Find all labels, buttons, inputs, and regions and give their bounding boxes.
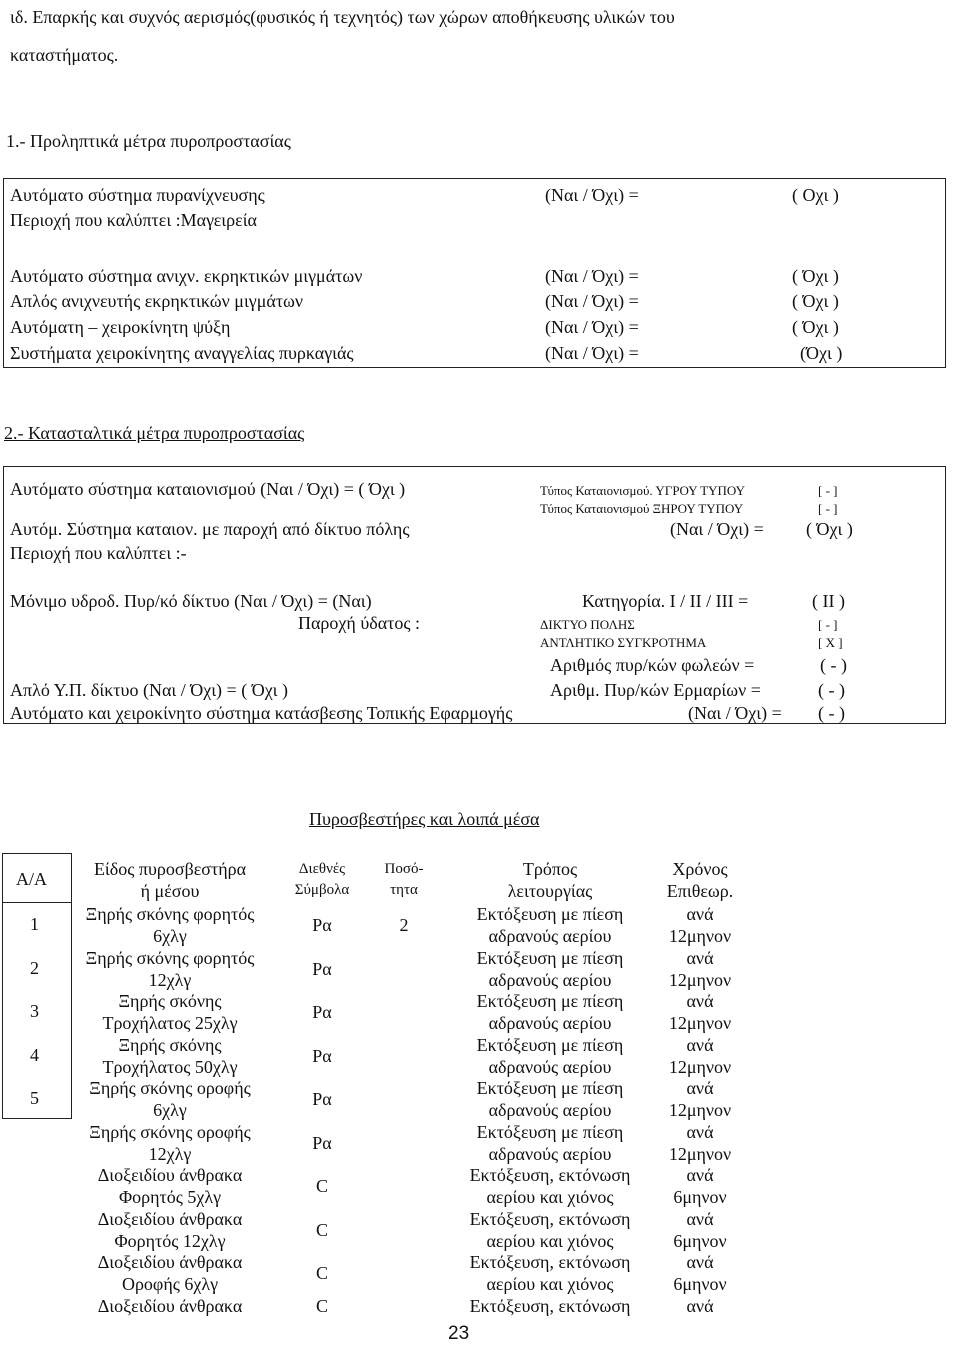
header-operation-1: Τρόπος xyxy=(522,859,578,879)
cell-operation-2: αδρανούς αερίου xyxy=(488,1144,612,1164)
local-question: (Ναι / Όχι) = xyxy=(688,703,782,723)
cell-operation-2: αδρανούς αερίου xyxy=(488,1013,612,1033)
cell-symbol: Ρα xyxy=(312,1002,332,1022)
section1-title: 1.- Προληπτικά μέτρα πυροπροστασίας xyxy=(6,131,291,151)
cell-symbol: Ρα xyxy=(312,915,332,935)
cell-symbol: C xyxy=(315,1176,328,1196)
category-label: Κατηγορία. Ι / ΙΙ / ΙΙΙ = xyxy=(582,591,749,611)
pump-group: ΑΝΤΛΗΤΙΚΟ ΣΥΓΚΡΟΤΗΜΑ xyxy=(540,635,707,650)
cell-type-2: 6χλγ xyxy=(153,926,187,946)
cell-symbol: Ρα xyxy=(312,1046,332,1066)
row-number: 4 xyxy=(30,1045,39,1065)
s1-answer-0: ( Οχι ) xyxy=(792,185,839,205)
local-answer: ( - ) xyxy=(818,703,845,723)
cell-operation-1: Εκτόξευση με πίεση xyxy=(476,991,624,1011)
cell-type-1: Ξηρής σκόνης xyxy=(118,991,222,1011)
header-qty-2: τητα xyxy=(390,882,418,898)
cell-inspection-2: 12μηνον xyxy=(668,1100,732,1120)
cell-type-2: Φορητός 5χλγ xyxy=(118,1187,222,1207)
cell-inspection-2: 6μηνον xyxy=(673,1187,727,1207)
s1-question-5: (Ναι / Όχι) = xyxy=(545,343,639,363)
cell-operation-1: Εκτόξευση, εκτόνωση xyxy=(469,1165,631,1185)
city-supply: Αυτόμ. Σύστημα καταιον. με παροχή από δίκτυο πόλης xyxy=(10,519,410,539)
cell-symbol: Ρα xyxy=(312,1089,332,1109)
section2-title: 2.- Κατασταλτικά μέτρα πυροπροστασίας xyxy=(4,423,305,443)
cell-qty: 2 xyxy=(399,915,409,935)
cell-symbol: Ρα xyxy=(312,959,332,979)
cell-symbol: C xyxy=(315,1263,328,1283)
s1-label-4: Αυτόματη – χειροκίνητη ψύξη xyxy=(10,317,231,337)
cell-inspection-1: ανά xyxy=(686,1035,714,1055)
cell-inspection-2: 12μηνον xyxy=(668,1144,732,1164)
cell-operation-2: αερίου και χιόνος xyxy=(486,1274,614,1294)
cabinets-label: Αριθμ. Πυρ/κών Ερμαρίων = xyxy=(550,680,761,700)
row-number: 1 xyxy=(30,914,39,934)
coverage: Περιοχή που καλύπτει :- xyxy=(10,543,187,563)
header-type-1: Είδος πυροσβεστήρα xyxy=(93,859,247,879)
cell-type-1: Διοξειδίου άνθρακα xyxy=(97,1296,243,1316)
cell-inspection-1: ανά xyxy=(686,1165,714,1185)
pump-group-value: [ X ] xyxy=(818,635,843,650)
water-supply-label: Παροχή ύδατος : xyxy=(298,613,421,633)
simple-network: Απλό Υ.Π. δίκτυο (Ναι / Όχι) = ( Όχι ) xyxy=(10,680,289,700)
cell-operation-1: Εκτόξευση με πίεση xyxy=(476,1035,624,1055)
cell-inspection-1: ανά xyxy=(686,1209,714,1229)
cell-inspection-1: ανά xyxy=(686,991,714,1011)
s1-question-3: (Ναι / Όχι) = xyxy=(545,291,639,311)
cell-operation-2: αερίου και χιόνος xyxy=(486,1187,614,1207)
row-number: 3 xyxy=(30,1001,39,1021)
hydrant: Μόνιμο υδροδ. Πυρ/κό δίκτυο (Ναι / Όχι) = (Ναι) xyxy=(10,591,372,611)
header-inspection-1: Χρόνος xyxy=(672,859,728,879)
cell-inspection-2: 6μηνον xyxy=(673,1231,727,1251)
cell-type-2: 12χλγ xyxy=(148,1144,192,1164)
cell-operation-1: Εκτόξευση με πίεση xyxy=(476,1078,624,1098)
cell-type-1: Ξηρής σκόνης xyxy=(118,1035,222,1055)
page-number: 23 xyxy=(448,1323,470,1344)
s1-answer-5: (Όχι ) xyxy=(800,343,843,363)
cell-type-1: Διοξειδίου άνθρακα xyxy=(97,1209,243,1229)
cell-type-2: 6χλγ xyxy=(153,1100,187,1120)
s1-label-1: Περιοχή που καλύπτει :Μαγειρεία xyxy=(10,210,257,230)
dry-type: Τύπος Καταιονισμού ΞΗΡΟΥ ΤΥΠΟΥ xyxy=(540,501,744,516)
cell-inspection-2: 12μηνον xyxy=(668,926,732,946)
cell-type-2: Οροφής 6χλγ xyxy=(121,1274,219,1294)
header-inspection-2: Επιθεωρ. xyxy=(666,881,734,901)
row-number: 2 xyxy=(30,958,39,978)
hose-reels-value: ( - ) xyxy=(820,655,847,675)
cell-inspection-2: 12μηνον xyxy=(668,1057,732,1077)
cell-operation-1: Εκτόξευση, εκτόνωση xyxy=(469,1252,631,1272)
header-qty-1: Ποσό- xyxy=(384,861,424,877)
s1-label-2: Αυτόματο σύστημα ανιχν. εκρηκτικών μιγμάτων xyxy=(10,266,363,286)
cell-inspection-2: 6μηνον xyxy=(673,1274,727,1294)
row-number: 5 xyxy=(30,1088,39,1108)
cell-inspection-1: ανά xyxy=(686,1296,714,1316)
header-no: Α/Α xyxy=(16,869,47,889)
cell-operation-1: Εκτόξευση με πίεση xyxy=(476,904,624,924)
cell-inspection-1: ανά xyxy=(686,1252,714,1272)
header-symbols-1: Διεθνές xyxy=(298,861,346,877)
cell-type-1: Διοξειδίου άνθρακα xyxy=(97,1165,243,1185)
cell-operation-1: Εκτόξευση, εκτόνωση xyxy=(469,1209,631,1229)
cell-inspection-1: ανά xyxy=(686,948,714,968)
cell-inspection-1: ανά xyxy=(686,1078,714,1098)
wet-type: Τύπος Καταιονισμού. ΥΓΡΟΥ ΤΥΠΟΥ xyxy=(540,483,746,498)
city-answer: ( Όχι ) xyxy=(806,519,853,539)
cabinets-value: ( - ) xyxy=(818,680,845,700)
wet-value: [ - ] xyxy=(818,483,838,498)
cell-inspection-1: ανά xyxy=(686,1122,714,1142)
s1-answer-2: ( Όχι ) xyxy=(792,266,839,286)
cell-type-2: Τροχήλατος 50χλγ xyxy=(102,1057,238,1077)
cell-type-1: Ξηρής σκόνης φορητός xyxy=(85,904,255,924)
cell-operation-2: αδρανούς αερίου xyxy=(488,926,612,946)
city-network-value: [ - ] xyxy=(818,617,838,632)
cell-operation-1: Εκτόξευση με πίεση xyxy=(476,1122,624,1142)
dry-value: [ - ] xyxy=(818,501,838,516)
cell-type-2: 12χλγ xyxy=(148,970,192,990)
city-question: (Ναι / Όχι) = xyxy=(670,519,764,539)
cell-type-1: Ξηρής σκόνης οροφής xyxy=(89,1078,251,1098)
cell-operation-1: Εκτόξευση με πίεση xyxy=(476,948,624,968)
hose-reels-label: Αριθμός πυρ/κών φωλεών = xyxy=(550,655,755,675)
header-type-2: ή μέσου xyxy=(140,881,200,901)
cell-operation-2: αδρανούς αερίου xyxy=(488,1057,612,1077)
cell-inspection-2: 12μηνον xyxy=(668,1013,732,1033)
cell-type-1: Διοξειδίου άνθρακα xyxy=(97,1252,243,1272)
cell-operation-2: αερίου και χιόνος xyxy=(486,1231,614,1251)
cell-symbol: C xyxy=(315,1296,328,1316)
s1-question-0: (Ναι / Όχι) = xyxy=(545,185,639,205)
cell-type-2: Τροχήλατος 25χλγ xyxy=(102,1013,238,1033)
intro-line-1: ιδ. Επαρκής και συχνός αερισμός(φυσικός ή τεχνητός) των χώρων αποθήκευσης υλικών του xyxy=(10,7,675,27)
cell-operation-2: αδρανούς αερίου xyxy=(488,970,612,990)
s1-label-3: Απλός ανιχνευτής εκρηκτικών μιγμάτων xyxy=(10,291,304,311)
s1-question-2: (Ναι / Όχι) = xyxy=(545,266,639,286)
intro-line-2: καταστήματος. xyxy=(10,45,119,65)
cell-inspection-1: ανά xyxy=(686,904,714,924)
s1-label-0: Αυτόματο σύστημα πυρανίχνευσης xyxy=(10,185,265,205)
cell-symbol: Ρα xyxy=(312,1133,332,1153)
header-symbols-2: Σύμβολα xyxy=(294,882,350,898)
cell-inspection-2: 12μηνον xyxy=(668,970,732,990)
cell-type-1: Ξηρής σκόνης φορητός xyxy=(85,948,255,968)
auto-sprinkler: Αυτόματο σύστημα καταιονισμού (Ναι / Όχι) = ( Όχι ) xyxy=(10,479,406,499)
city-network: ΔΙΚΤΥΟ ΠΟΛΗΣ xyxy=(540,617,635,632)
s1-label-5: Συστήματα χειροκίνητης αναγγελίας πυρκαγιάς xyxy=(10,343,354,363)
s1-question-4: (Ναι / Όχι) = xyxy=(545,317,639,337)
cell-symbol: C xyxy=(315,1220,328,1240)
header-operation-2: λειτουργίας xyxy=(507,881,593,901)
cell-type-2: Φορητός 12χλγ xyxy=(114,1231,226,1251)
cell-operation-2: αδρανούς αερίου xyxy=(488,1100,612,1120)
cell-type-1: Ξηρής σκόνης οροφής xyxy=(89,1122,251,1142)
extinguishers-title: Πυροσβεστήρες και λοιπά μέσα xyxy=(309,809,540,829)
local-system: Αυτόματο και χειροκίνητο σύστημα κατάσβεσης Τοπικής Εφαρμογής xyxy=(10,703,513,723)
cell-operation-1: Εκτόξευση, εκτόνωση xyxy=(469,1296,631,1316)
s1-answer-4: ( Όχι ) xyxy=(792,317,839,337)
s1-answer-3: ( Όχι ) xyxy=(792,291,839,311)
category-value: ( ΙΙ ) xyxy=(812,591,845,611)
